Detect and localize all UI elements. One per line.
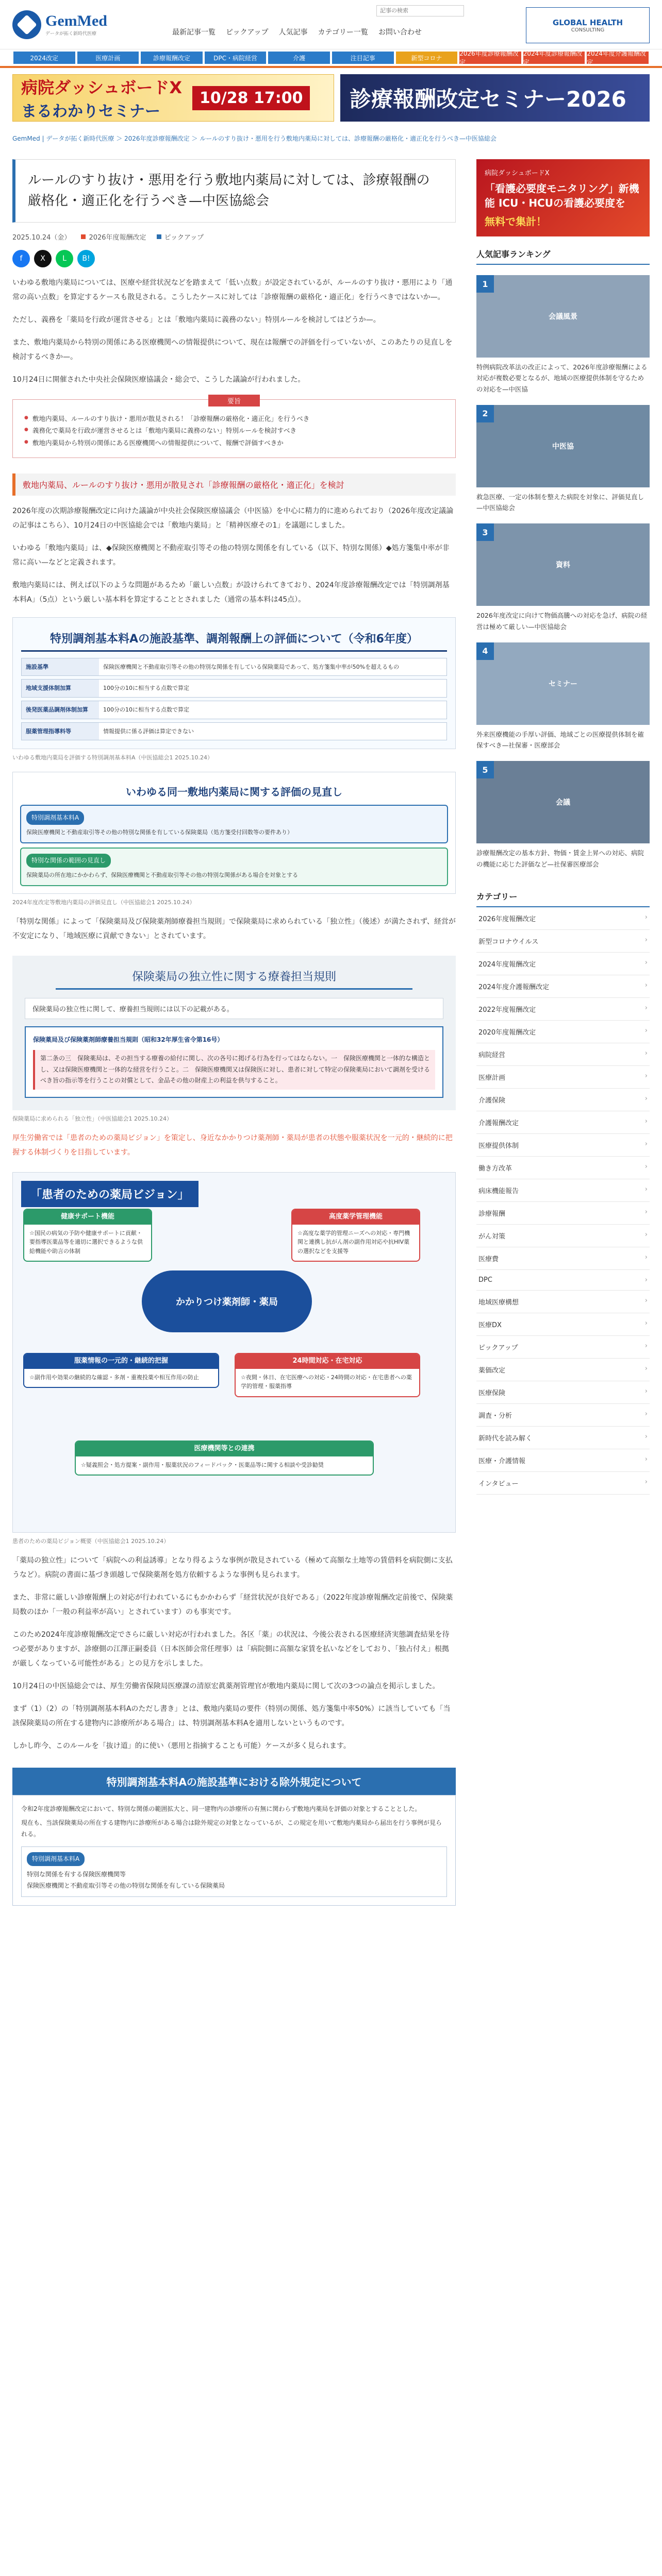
table-row: 後発医薬品調剤体制加算 100分の10に相当する点数で算定 bbox=[21, 701, 447, 719]
body-paragraph: 厚生労働省では「患者のための薬局ビジョン」を策定し、身近なかかりつけ薬剤師・薬局が患者の状態や服薬状況を一元的・継続的に把握する体制づくりを目指しています。 bbox=[12, 1133, 453, 1157]
body-paragraph: 「特別な関係」によって「保険薬局及び保険薬剤師療養担当規則」で保険薬局に求められている「独立性」（後述）が満たされず、経営が不安定になり、「地域医療に貢献できない」とされています。 bbox=[12, 918, 456, 941]
catnav-item[interactable]: 医療計画 bbox=[77, 52, 139, 64]
intro-paragraph: また、敷地内薬局から特別の関係にある医療機関への情報提供について、現在は報酬での評価を行っていないが、このあたりの見直しを検討するべきか—。 bbox=[12, 338, 453, 361]
catnav-item[interactable]: 介護 bbox=[268, 52, 330, 64]
facebook-icon[interactable]: f bbox=[12, 250, 30, 267]
dashboard-seminar-banner[interactable] bbox=[12, 74, 334, 122]
header-ad-brand: GLOBAL HEALTH bbox=[552, 18, 623, 27]
sidebar-ad-title2: 無料で集計！ bbox=[485, 215, 547, 228]
category-link[interactable]: 2026年度報酬改定 › bbox=[476, 907, 650, 930]
ranking-item[interactable] bbox=[476, 761, 650, 870]
body-paragraph: 10月24日の中医協総会では、厚生労働省保険局医療課の清原宏眞薬剤管理官が敷地内薬局に関して次の3つの論点を掲示しました。 bbox=[12, 1682, 440, 1690]
ranking-thumbnail: 5 会議 bbox=[476, 761, 650, 843]
sidebar bbox=[476, 149, 650, 1906]
category-link[interactable]: 医療DX › bbox=[476, 1313, 650, 1336]
intro-paragraph: 10月24日に開催された中央社会保険医療協議会・総会で、こうした議論が行われました。 bbox=[12, 375, 305, 384]
figure-table bbox=[12, 617, 456, 749]
summary-box bbox=[12, 399, 456, 458]
exclusion-subitem: 特別な関係を有する保険医療機関等 bbox=[27, 1871, 126, 1878]
vision-center: かかりつけ薬剤師・薬局 bbox=[142, 1270, 312, 1332]
sidebar-ad-title: 「看護必要度モニタリング」新機能 ICU・HCUの看護必要度を bbox=[485, 182, 639, 209]
category-link[interactable]: 新時代を読み解く › bbox=[476, 1427, 650, 1449]
sidebar-ad[interactable] bbox=[476, 159, 650, 236]
category-link[interactable]: 病院経営 › bbox=[476, 1043, 650, 1066]
vision-title: 「患者のための薬局ビジョン」 bbox=[21, 1181, 198, 1207]
category-link[interactable]: 医療計画 › bbox=[476, 1066, 650, 1089]
category-link[interactable]: インタビュー › bbox=[476, 1472, 650, 1495]
nav-latest[interactable]: 最新記事一覧 bbox=[172, 28, 216, 37]
category-link[interactable]: 病床機能報告 › bbox=[476, 1179, 650, 1202]
table-row: 施設基準 保険医療機関と不動産取引等その他の特別な関係を有している保険薬局であって、処方箋集中率が50%を超えるもの bbox=[21, 658, 447, 676]
pharmacy-vision-figure bbox=[12, 1172, 456, 1533]
catnav-item[interactable]: 新型コロナ bbox=[396, 52, 458, 64]
category-link[interactable]: 介護報酬改定 › bbox=[476, 1111, 650, 1134]
exclusion-rule-body bbox=[12, 1795, 456, 1906]
vision-box: 服薬情報の一元的・継続的把握 ☆副作用や効果の継続的な確認・多剤・重複投薬や相互作用の防止 bbox=[23, 1353, 219, 1388]
category-link[interactable]: 2024年度介護報酬改定 › bbox=[476, 975, 650, 998]
body-paragraph: いわゆる「敷地内薬局」は、◆保険医療機関と不動産取引等その他の特別な関係を有している（以下、特別な関係）◆処方箋集中率が非常に高い—などと定義されます。 bbox=[12, 544, 450, 567]
category-nav bbox=[0, 49, 662, 68]
ranking-item[interactable] bbox=[476, 405, 650, 514]
category-link[interactable]: 2022年度報酬改定 › bbox=[476, 998, 650, 1021]
figure-box-text: 保険薬局の所在地にかかわらず、保険医療機関と不動産取引等その他の特別な関係がある場合を対象とする bbox=[26, 871, 299, 878]
category-link[interactable]: 医療費 › bbox=[476, 1247, 650, 1270]
breadcrumb[interactable]: GemMed | データが拓く新時代医療 ＞ 2026年度診療報酬改定 ＞ ルールのすり抜け・悪用を行う敷地内薬局に対しては、診療報酬の厳格化・適正化を行うべき—中医協総会 bbox=[12, 135, 496, 142]
banner-title: 診療報酬改定セミナー2026 bbox=[350, 87, 626, 112]
ranking-list bbox=[476, 275, 650, 870]
vision-box: 健康サポート機能 ☆国民の病気の予防や健康サポートに貢献・要指導医薬品等を適切に選択できるような供給機能や助言の体制 bbox=[23, 1209, 152, 1262]
figure-box-head: 特別な関係の範囲の見直し bbox=[26, 854, 111, 867]
banner-subtitle: まるわかりセミナー bbox=[21, 103, 160, 121]
figure-box bbox=[20, 805, 448, 843]
ranking-thumbnail: 4 セミナー bbox=[476, 642, 650, 725]
nav-popular[interactable]: 人気記事 bbox=[278, 28, 308, 37]
ranking-title: 外来医療機能の手厚い評価、地域ごとの医療提供体制を確保すべき—社保審・医療部会 bbox=[476, 730, 644, 749]
x-icon[interactable]: X bbox=[34, 250, 52, 267]
ranking-thumbnail: 1 会議風景 bbox=[476, 275, 650, 358]
hatena-icon[interactable]: B! bbox=[77, 250, 95, 267]
tag-label: ピックアップ bbox=[164, 233, 204, 242]
logo-text: GemMed bbox=[45, 12, 107, 29]
header-ad-sub: CONSULTING bbox=[571, 27, 605, 33]
vision-box: 医療機関等との連携 ☆疑義照会・処方提案・副作用・服薬状況のフィードバック・医薬品等に関する相談や受診勧奨 bbox=[75, 1440, 374, 1476]
ranking-item[interactable] bbox=[476, 523, 650, 632]
table-row: 地域支援体制加算 100分の10に相当する点数で算定 bbox=[21, 679, 447, 698]
site-logo[interactable] bbox=[12, 10, 126, 39]
body-paragraph: このため2024年度診療報酬改定でさらに厳しい対応が行われました。各区「薬」の状況は、今後公表される医療経済実態調査結果を待つ必要がありますが、診療側の江澤正嗣委員（日本医師会常任理事）は「病院側に高額な家賃を払いなどをしており、「独占付え」根拠が厳しくなっている可能性がある」との見方を示しました。 bbox=[12, 1630, 450, 1668]
figure-box bbox=[20, 848, 448, 886]
banner-date: 10/28 17:00 bbox=[192, 86, 310, 110]
category-link[interactable]: 調査・分析 › bbox=[476, 1404, 650, 1427]
category-link[interactable]: 2020年度報酬改定 › bbox=[476, 1021, 650, 1043]
tag-label: 2026年度報酬改定 bbox=[89, 233, 146, 242]
ranking-item[interactable] bbox=[476, 642, 650, 751]
nav-categories[interactable]: カテゴリー一覧 bbox=[318, 28, 368, 37]
category-link[interactable]: 医療保険 › bbox=[476, 1381, 650, 1404]
body-paragraph: まず（1）（2）の「特別調剤基本料Aのただし書き」とは、敷地内薬局の要件（特別の関係、処方箋集中率50%）に該当していても「当該保険薬局の所在する建物内に診療所がある場合」は、特別調剤基本料Aを適用しないというものです。 bbox=[12, 1704, 451, 1727]
figure-caption: 患者のための薬局ビジョン概要（中医協総会1 2025.10.24） bbox=[12, 1537, 170, 1545]
category-link[interactable]: 2024年度報酬改定 › bbox=[476, 953, 650, 975]
ranking-thumbnail: 2 中医協 bbox=[476, 405, 650, 487]
law-body: 第二条の三 保険薬局は、その担当する療養の給付に関し、次の各号に掲げる行為を行ってはならない。一 保険医療機関と一体的な構造とし、又は保険医療機関と一体的な経営を行うこと。二 保険医療機関又は保険医に対し、患者に対して特定の保険薬局において調剤を受けるべき旨の指示等を行うことの対償として、金品その他の財産上の利益を供与すること。 bbox=[33, 1050, 435, 1090]
ranking-title: 診療報酬改定の基本方針、物価・賃金上昇への対応、病院の機能に応じた評価など—社保審医療部会 bbox=[476, 849, 644, 868]
figure-caption: 2024年度改定等敷地内薬局の評価見直し（中医協総会1 2025.10.24） bbox=[12, 899, 195, 906]
logo-icon bbox=[12, 10, 41, 39]
category-link[interactable]: 診療報酬 › bbox=[476, 1202, 650, 1225]
summary-item[interactable]: ● 敷地内薬局から特別の関係にある医療機関への情報提供について、報酬で評価すべきか bbox=[24, 437, 444, 449]
catnav-item[interactable]: DPC・病院経営 bbox=[205, 52, 267, 64]
article-date: 2025.10.24（金） bbox=[12, 233, 71, 242]
body-paragraph: 2026年度の次期診療報酬改定に向けた議論が中央社会保険医療協議会（中医協）を中心に精力的に進められており（2026年度改定議論の記事はこちら）、10月24日の中医協総会では「敷地内薬局」と「精神医療その1」を議題にしました。 bbox=[12, 506, 454, 530]
catnav-item[interactable]: 診療報酬改定 bbox=[141, 52, 203, 64]
tag-link[interactable] bbox=[81, 232, 146, 242]
regulation-intro: 保険薬局の独立性に関して、療養担当規則には以下の記載がある。 bbox=[25, 998, 443, 1019]
search-input[interactable] bbox=[376, 5, 464, 16]
catnav-item[interactable]: 2026年度診療報酬改定 bbox=[459, 52, 521, 64]
ranking-title: 救急医療、一定の体制を整えた病院を対象に、評価見直し—中医協総会 bbox=[476, 493, 644, 512]
header-ad[interactable] bbox=[526, 7, 650, 43]
article-title: ルールのすり抜け・悪用を行う敷地内薬局に対しては、診療報酬の厳格化・適正化を行うべき—中医協総会 bbox=[28, 173, 430, 209]
exclusion-rule-heading: 特別調剤基本料Aの施設基準における除外規定について bbox=[12, 1768, 456, 1795]
category-link[interactable]: 介護保険 › bbox=[476, 1089, 650, 1111]
nav-pickup[interactable]: ピックアップ bbox=[226, 28, 269, 37]
intro-paragraph: ただし、義務を「薬局を行政が運営させる」とは「敷地内薬局に義務のない」特別ルールを検討してはどうか—。 bbox=[12, 315, 380, 324]
category-link[interactable]: DPC › bbox=[476, 1270, 650, 1291]
category-link[interactable]: 医療・介護情報 › bbox=[476, 1449, 650, 1472]
ranking-heading: 人気記事ランキング bbox=[476, 248, 650, 265]
intro-paragraph: いわゆる敷地内薬局については、医療や経営状況などを踏まえて「低い点数」が設定されているが、ルールのすり抜け・悪用により「通常の高い点数」を算定するケースも散見される。こうしたケースに対しては「診療報酬の厳格化・適正化」を行うべきではないか—。 bbox=[12, 278, 453, 301]
top-bar bbox=[0, 0, 662, 49]
sidebar-ad-label: 病院ダッシュボードX bbox=[485, 170, 550, 177]
logo-subtext: データが拓く新時代医療 bbox=[45, 31, 97, 37]
law-heading: 保険薬局及び保険薬剤師療養担当規則（昭和32年厚生省令第16号） bbox=[33, 1036, 224, 1044]
figure-diagram bbox=[12, 772, 456, 894]
category-heading: カテゴリー bbox=[476, 890, 650, 907]
figure-title: 特別調剤基本料Aの施設基準、調剤報酬上の評価について（令和6年度） bbox=[21, 626, 447, 652]
body-paragraph: 敷地内薬局には、例えば以下のような問題があるため「厳しい点数」が設けられてきており、2024年度診療報酬改定では「特別調剤基本料A」（5点）という厳しい基本料を算定することとされました（通常の基本料は45点）。 bbox=[12, 581, 450, 604]
exclusion-item: 令和2年度診療報酬改定において、特別な関係の範囲拡大と、同一建物内の診療所の有無に関わらず敷地内薬局を評価の対象とすることとした。 bbox=[21, 1805, 421, 1812]
nav-contact[interactable]: お問い合わせ bbox=[378, 28, 422, 37]
figure-box-head: 特別調剤基本料A bbox=[26, 811, 84, 824]
catnav-item[interactable]: 2024年度診療報酬改定 bbox=[523, 52, 585, 64]
line-icon[interactable]: L bbox=[56, 250, 73, 267]
tag-link[interactable] bbox=[157, 232, 204, 242]
ranking-item[interactable] bbox=[476, 275, 650, 395]
category-link[interactable]: 働き方改革 › bbox=[476, 1157, 650, 1179]
exclusion-subhead: 特別調剤基本料A bbox=[27, 1852, 85, 1867]
figure-box-text: 保険医療機関と不動産取引等その他の特別な関係を有している保険薬局（処方箋受付回数等の要件あり） bbox=[26, 828, 293, 836]
ranking-title: 特例病院改革法の改正によって、2026年度診療報酬による対応が複数必要となるが、地域の医療提供体制を守るための対応を—中医協 bbox=[476, 363, 648, 393]
exclusion-item: 現在も、当該保険薬局の所在する建物内に診療所がある場合は除外規定の対象となっているが、この規定を用いて敷地内薬局から届出を行う事例が見られる。 bbox=[21, 1819, 442, 1838]
category-link[interactable]: 医療提供体制 › bbox=[476, 1134, 650, 1157]
category-link[interactable]: がん対策 › bbox=[476, 1225, 650, 1247]
category-link[interactable]: 新型コロナウイルス › bbox=[476, 930, 650, 953]
regulation-title: 保険薬局の独立性に関する療養担当規則 bbox=[56, 968, 412, 990]
ranking-title: 2026年度改定に向けて物価高騰への対応を急げ、病院の経営は極めて厳しい—中医協総会 bbox=[476, 612, 648, 631]
table-row: 服薬管理指導料等 情報提供に係る評価は算定できない bbox=[21, 722, 447, 741]
tag-icon bbox=[157, 234, 161, 239]
category-list bbox=[476, 907, 650, 1495]
summary-heading: 要旨 bbox=[208, 395, 260, 406]
top-nav bbox=[172, 27, 422, 37]
article-meta bbox=[12, 232, 456, 242]
regulation-box bbox=[12, 956, 456, 1110]
body-paragraph: 「薬局の独立性」について「病院への利益誘導」となり得るような事例が散見されている（極めて高額な土地等の賃借料を病院側に支払うなど）。病院の書面に基づき頭越しで保険薬剤を処方依頼するような事例も見られます。 bbox=[12, 1556, 453, 1579]
article-header bbox=[12, 159, 456, 223]
body-paragraph: また、非常に厳しい診療報酬上の対応が行われているにもかかわらず「経営状況が良好である」（2022年度診療報酬改定前後で、保険薬局数のほか「一般の利益率が高い」とされています）のも事実です。 bbox=[12, 1593, 453, 1616]
body-paragraph: しかし昨今、このルールを「抜け道」的に使い（悪用と指摘することも可能）ケースが多く見られます。 bbox=[12, 1741, 351, 1750]
banner-title: 病院ダッシュボードX bbox=[21, 78, 183, 97]
category-link[interactable]: 地域医療構想 › bbox=[476, 1291, 650, 1313]
exclusion-subitem: 保険医療機関と不動産取引等その他の特別な関係を有している保険薬局 bbox=[27, 1882, 225, 1889]
banner-row bbox=[0, 68, 662, 128]
ranking-thumbnail: 3 資料 bbox=[476, 523, 650, 606]
share-buttons bbox=[12, 250, 456, 267]
category-link[interactable]: 薬価改定 › bbox=[476, 1359, 650, 1381]
vision-box: 高度薬学管理機能 ☆高度な薬学的管理ニーズへの対応・専門機関と連携し抗がん剤の副作用対応や抗HIV薬の選択などを支援等 bbox=[291, 1209, 420, 1262]
category-link[interactable]: ピックアップ › bbox=[476, 1336, 650, 1359]
section-heading: 敷地内薬局、ルールのすり抜け・悪用が散見され「診療報酬の厳格化・適正化」を検討 bbox=[12, 473, 456, 496]
figure-caption: いわゆる敷地内薬局を評価する特別調剤基本料A（中医協総会1 2025.10.24） bbox=[12, 754, 213, 761]
revision-seminar-banner[interactable] bbox=[340, 74, 650, 122]
catnav-item[interactable]: 注目記事 bbox=[332, 52, 394, 64]
catnav-item[interactable]: 2024改定 bbox=[13, 52, 75, 64]
figure-caption: 保険薬局に求められる「独立性」（中医協総会1 2025.10.24） bbox=[12, 1115, 172, 1122]
catnav-item[interactable]: 2024年度介護報酬改定 bbox=[587, 52, 649, 64]
law-text bbox=[25, 1026, 443, 1097]
tag-icon bbox=[81, 234, 86, 239]
article-content bbox=[12, 149, 456, 1906]
summary-item[interactable]: ● 敷地内薬局、ルールのすり抜け・悪用が散見される！「診療報酬の厳格化・適正化」を行うべき bbox=[24, 413, 444, 425]
figure-title: いわゆる同一敷地内薬局に関する評価の見直し bbox=[126, 786, 342, 799]
vision-box: 24時間対応・在宅対応 ☆夜間・休日、在宅医療への対応・24時間の対応・在宅患者への薬学的管理・服薬指導 bbox=[235, 1353, 420, 1397]
summary-item[interactable]: ● 義務化で薬局を行政が運営させるとは「敷地内薬局に義務のない」特別ルールを検討すべき bbox=[24, 425, 444, 437]
